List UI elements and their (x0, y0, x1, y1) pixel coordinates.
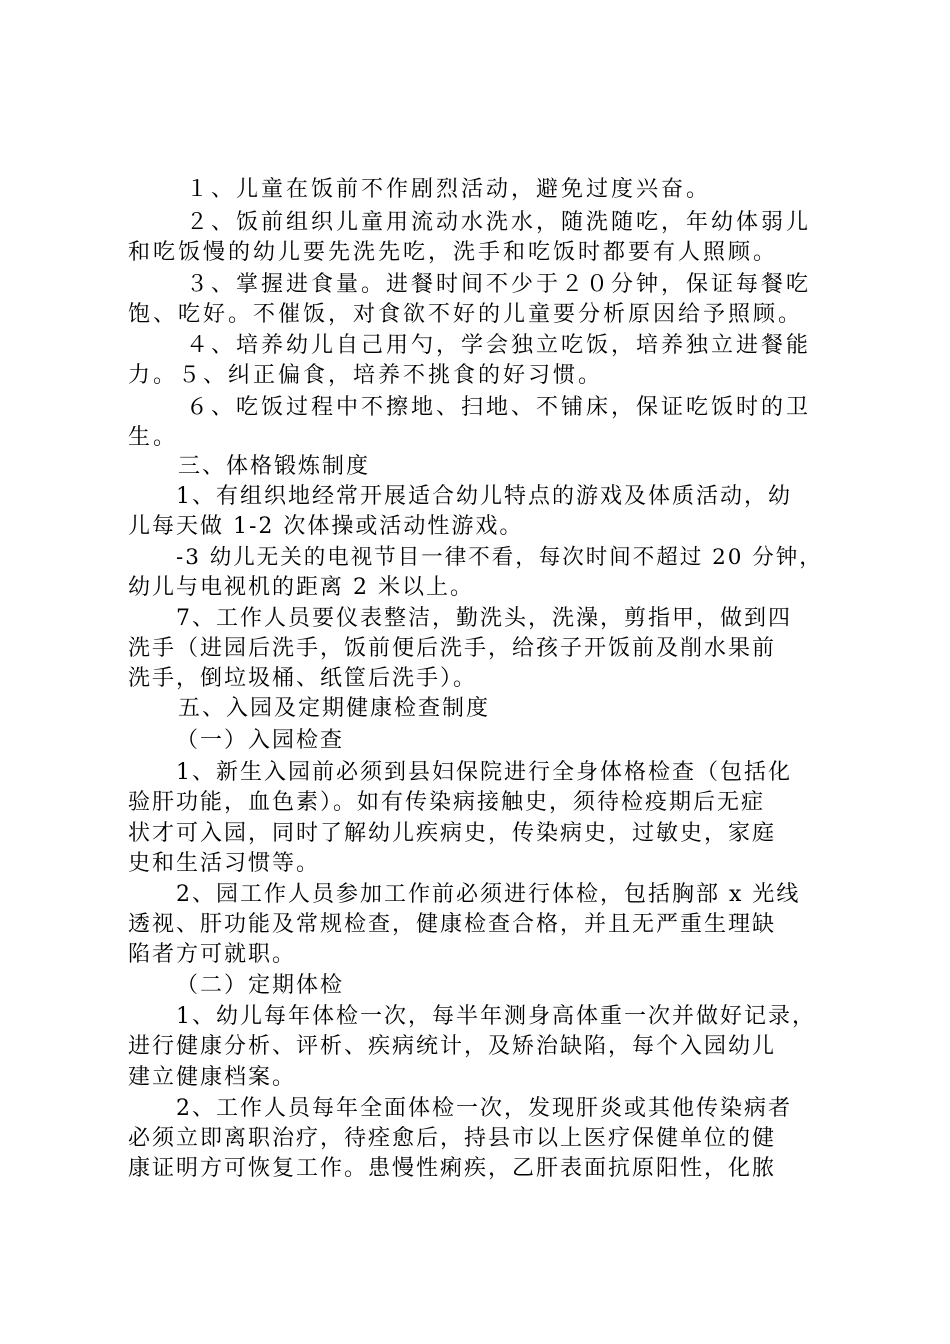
text-line: 洗手，倒垃圾桶、纸筐后洗手）。 (128, 666, 478, 691)
text-line: 饱、吃好。不催饭，对食欲不好的儿童要分析原因给予照顾。 (128, 302, 804, 327)
subsection-heading: （一）入园检查 (176, 728, 345, 753)
text-line: 建立健康档案。 (128, 1065, 297, 1090)
text-line: 1、幼儿每年体检一次，每半年测身高体重一次并做好记录， (176, 1004, 816, 1029)
text-line: 透视、肝功能及常规检查，健康检查合格，并且无严重生理缺 (128, 912, 777, 937)
text-line: ６、吃饭过程中不擦地、扫地、不铺床，保证吃饭时的卫 (186, 395, 812, 420)
text-line: -3 幼儿无关的电视节目一律不看，每次时间不超过 20 分钟， (176, 545, 823, 570)
text-line: 进行健康分析、评析、疾病统计，及矫治缺陷，每个入园幼儿 (128, 1034, 777, 1059)
text-line: 状才可入园，同时了解幼儿疾病史，传染病史，过敏史，家庭 (128, 821, 777, 846)
text-line: １、儿童在饭前不作剧烈活动，避免过度兴奋。 (186, 177, 712, 202)
text-line: 7、工作人员要仪表整洁，勤洗头，洗澡，剪指甲，做到四 (176, 606, 792, 631)
text-line: 1、有组织地经常开展适合幼儿特点的游戏及体质活动，幼 (176, 484, 792, 509)
text-line: 1、新生入园前必须到县妇保院进行全身体格检查（包括化 (176, 760, 792, 785)
text-line: 验肝功能，血色素）。如有传染病接触史，须待检疫期后无症 (128, 790, 766, 815)
text-line: 2、园工作人员参加工作前必须进行体检，包括胸部 x 光线 (176, 882, 801, 907)
text-line: 幼儿与电视机的距离 2 米以上。 (128, 575, 474, 600)
text-line: 生。 (128, 425, 179, 450)
text-line: 康证明方可恢复工作。患慢性痢疾，乙肝表面抗原阳性，化脓 (128, 1156, 777, 1181)
text-line: 必须立即离职治疗，待痊愈后，持县市以上医疗保健单位的健 (128, 1126, 777, 1151)
text-line: 陷者方可就职。 (128, 942, 297, 967)
section-heading: 五、入园及定期健康检查制度 (178, 696, 491, 721)
text-line: ２、饭前组织儿童用流动水洗水，随洗随吃，年幼体弱儿 (186, 210, 812, 235)
subsection-heading: （二）定期体检 (176, 973, 345, 998)
text-line: 史和生活习惯等。 (128, 851, 321, 876)
text-line: 力。５、纠正偏食，培养不挑食的好习惯。 (128, 363, 604, 388)
text-line: 2、工作人员每年全面体检一次，发现肝炎或其他传染病者 (176, 1096, 792, 1121)
text-line: ４、培养幼儿自己用勺，学会独立吃饭，培养独立进餐能 (186, 333, 812, 358)
text-line: 和吃饭慢的幼儿要先洗先吃，洗手和吃饭时都要有人照顾。 (128, 240, 779, 265)
text-line: ３、掌握进食量。进餐时间不少于２０分钟，保证每餐吃 (186, 272, 812, 297)
text-line: 洗手（进园后洗手，饭前便后洗手，给孩子开饭前及削水果前 (128, 636, 777, 661)
section-heading: 三、体格锻炼制度 (178, 454, 371, 479)
text-line: 儿每天做 1-2 次体操或活动性游戏。 (128, 514, 524, 539)
